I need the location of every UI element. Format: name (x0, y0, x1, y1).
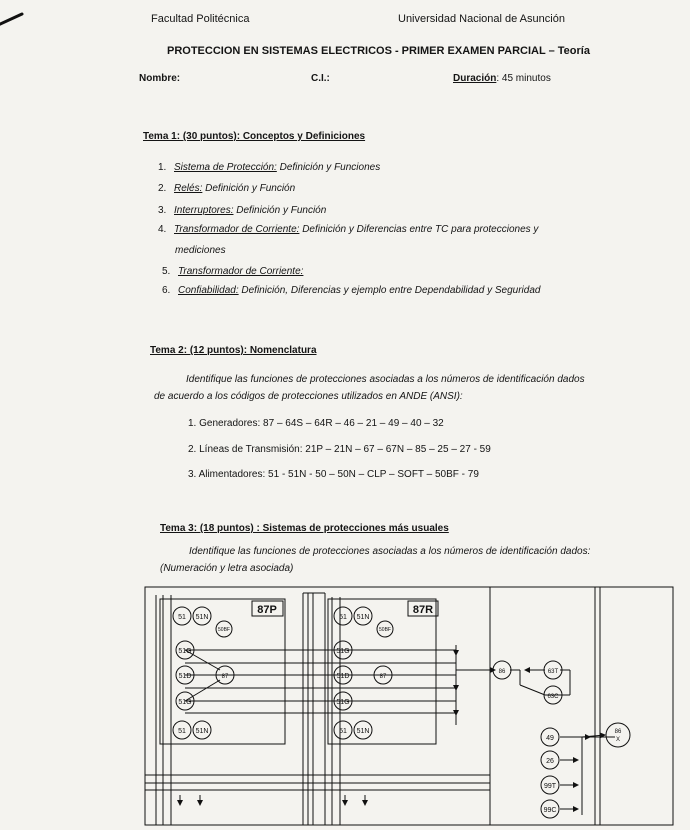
exam-title: PROTECCION EN SISTEMAS ELECTRICOS - PRIMER EXAMEN PARCIAL – Teoría (167, 45, 590, 57)
tema2-item-2: 2. Líneas de Transmisión: 21P – 21N – 67 – 67N – 85 – 25 – 27 - 59 (188, 444, 491, 455)
svg-text:99C: 99C (543, 807, 557, 814)
svg-text:50BF: 50BF (218, 627, 230, 633)
faculty-name: Facultad Politécnica (151, 13, 250, 25)
tema1-item-4-cont: mediciones (175, 245, 226, 256)
tema1-heading: Tema 1: (30 puntos): Conceptos y Definiciones (143, 131, 366, 142)
svg-text:51: 51 (178, 614, 186, 621)
svg-text:51G: 51G (336, 699, 350, 706)
svg-text:51: 51 (178, 728, 186, 735)
tema3-intro-line1: Identifique las funciones de protecciones asociadas a los números de identificación dados: (189, 546, 591, 557)
tema1-item-2: 2. Relés: Definición y Función (158, 183, 296, 194)
right-box-label: 87R (412, 604, 434, 616)
svg-text:87: 87 (221, 674, 229, 680)
svg-text:63T: 63T (547, 669, 559, 675)
diagram-frame (145, 587, 673, 825)
tema1-item-3: 3. Interruptores: Definición y Función (158, 205, 327, 216)
svg-text:86: 86 (614, 729, 622, 735)
svg-text:63C: 63C (547, 694, 559, 700)
svg-text:51: 51 (339, 614, 347, 621)
svg-text:51D: 51D (336, 673, 350, 680)
svg-text:50BF: 50BF (379, 627, 391, 633)
svg-text:86: 86 (498, 669, 506, 675)
tema1-item-6: 6. Confiabilidad: Definición, Diferencias y ejemplo entre Dependabilidad y Seguridad (162, 285, 541, 296)
tema2-intro-line2: de acuerdo a los códigos de protecciones utilizados en ANDE (ANSI): (154, 391, 463, 402)
ci-label: C.I.: (311, 73, 330, 84)
svg-text:51G: 51G (178, 699, 192, 706)
university-name: Universidad Nacional de Asunción (398, 13, 565, 25)
svg-text:X: X (615, 737, 621, 743)
svg-text:49: 49 (546, 735, 554, 742)
svg-text:99T: 99T (543, 783, 557, 790)
relay-86x (606, 723, 630, 747)
pen-mark-icon (0, 10, 24, 28)
tema1-item-4: 4. Transformador de Corriente: Definición y Diferencias entre TC para protecciones y (158, 224, 539, 235)
svg-text:51N: 51N (356, 614, 370, 621)
duration (453, 73, 551, 84)
tema2-heading: Tema 2: (12 puntos): Nomenclatura (150, 345, 317, 356)
tema2-item-1: 1. Generadores: 87 – 64S – 64R – 46 – 21 – 49 – 40 – 32 (188, 418, 444, 429)
tema2-intro-line1: Identifique las funciones de protecciones asociadas a los números de identificación dados (186, 374, 585, 385)
svg-text:51N: 51N (356, 728, 370, 735)
tema3-heading: Tema 3: (18 puntos) : Sistemas de protecciones más usuales (160, 523, 449, 534)
svg-text:51N: 51N (195, 614, 209, 621)
tema3-intro-line2: (Numeración y letra asociada) (160, 563, 294, 574)
svg-text:51D: 51D (178, 673, 192, 680)
protection-scheme-diagram (140, 585, 685, 830)
duration-value: : 45 minutos (496, 73, 551, 84)
name-label: Nombre: (139, 73, 181, 84)
svg-text:51N: 51N (195, 728, 209, 735)
tema1-item-1: 1. Sistema de Protección: Definición y Funciones (158, 162, 381, 173)
tema2-item-3: 3. Alimentadores: 51 - 51N - 50 – 50N – CLP – SOFT – 50BF - 79 (188, 469, 479, 480)
svg-text:26: 26 (546, 758, 554, 765)
duration-label: Duración (453, 73, 497, 84)
svg-text:51: 51 (339, 728, 347, 735)
svg-text:87: 87 (379, 674, 387, 680)
svg-text:51G: 51G (336, 648, 350, 655)
svg-text:51G: 51G (178, 648, 192, 655)
left-box-label: 87P (257, 604, 277, 616)
tema1-item-5: 5. Transformador de Corriente: (162, 266, 304, 277)
